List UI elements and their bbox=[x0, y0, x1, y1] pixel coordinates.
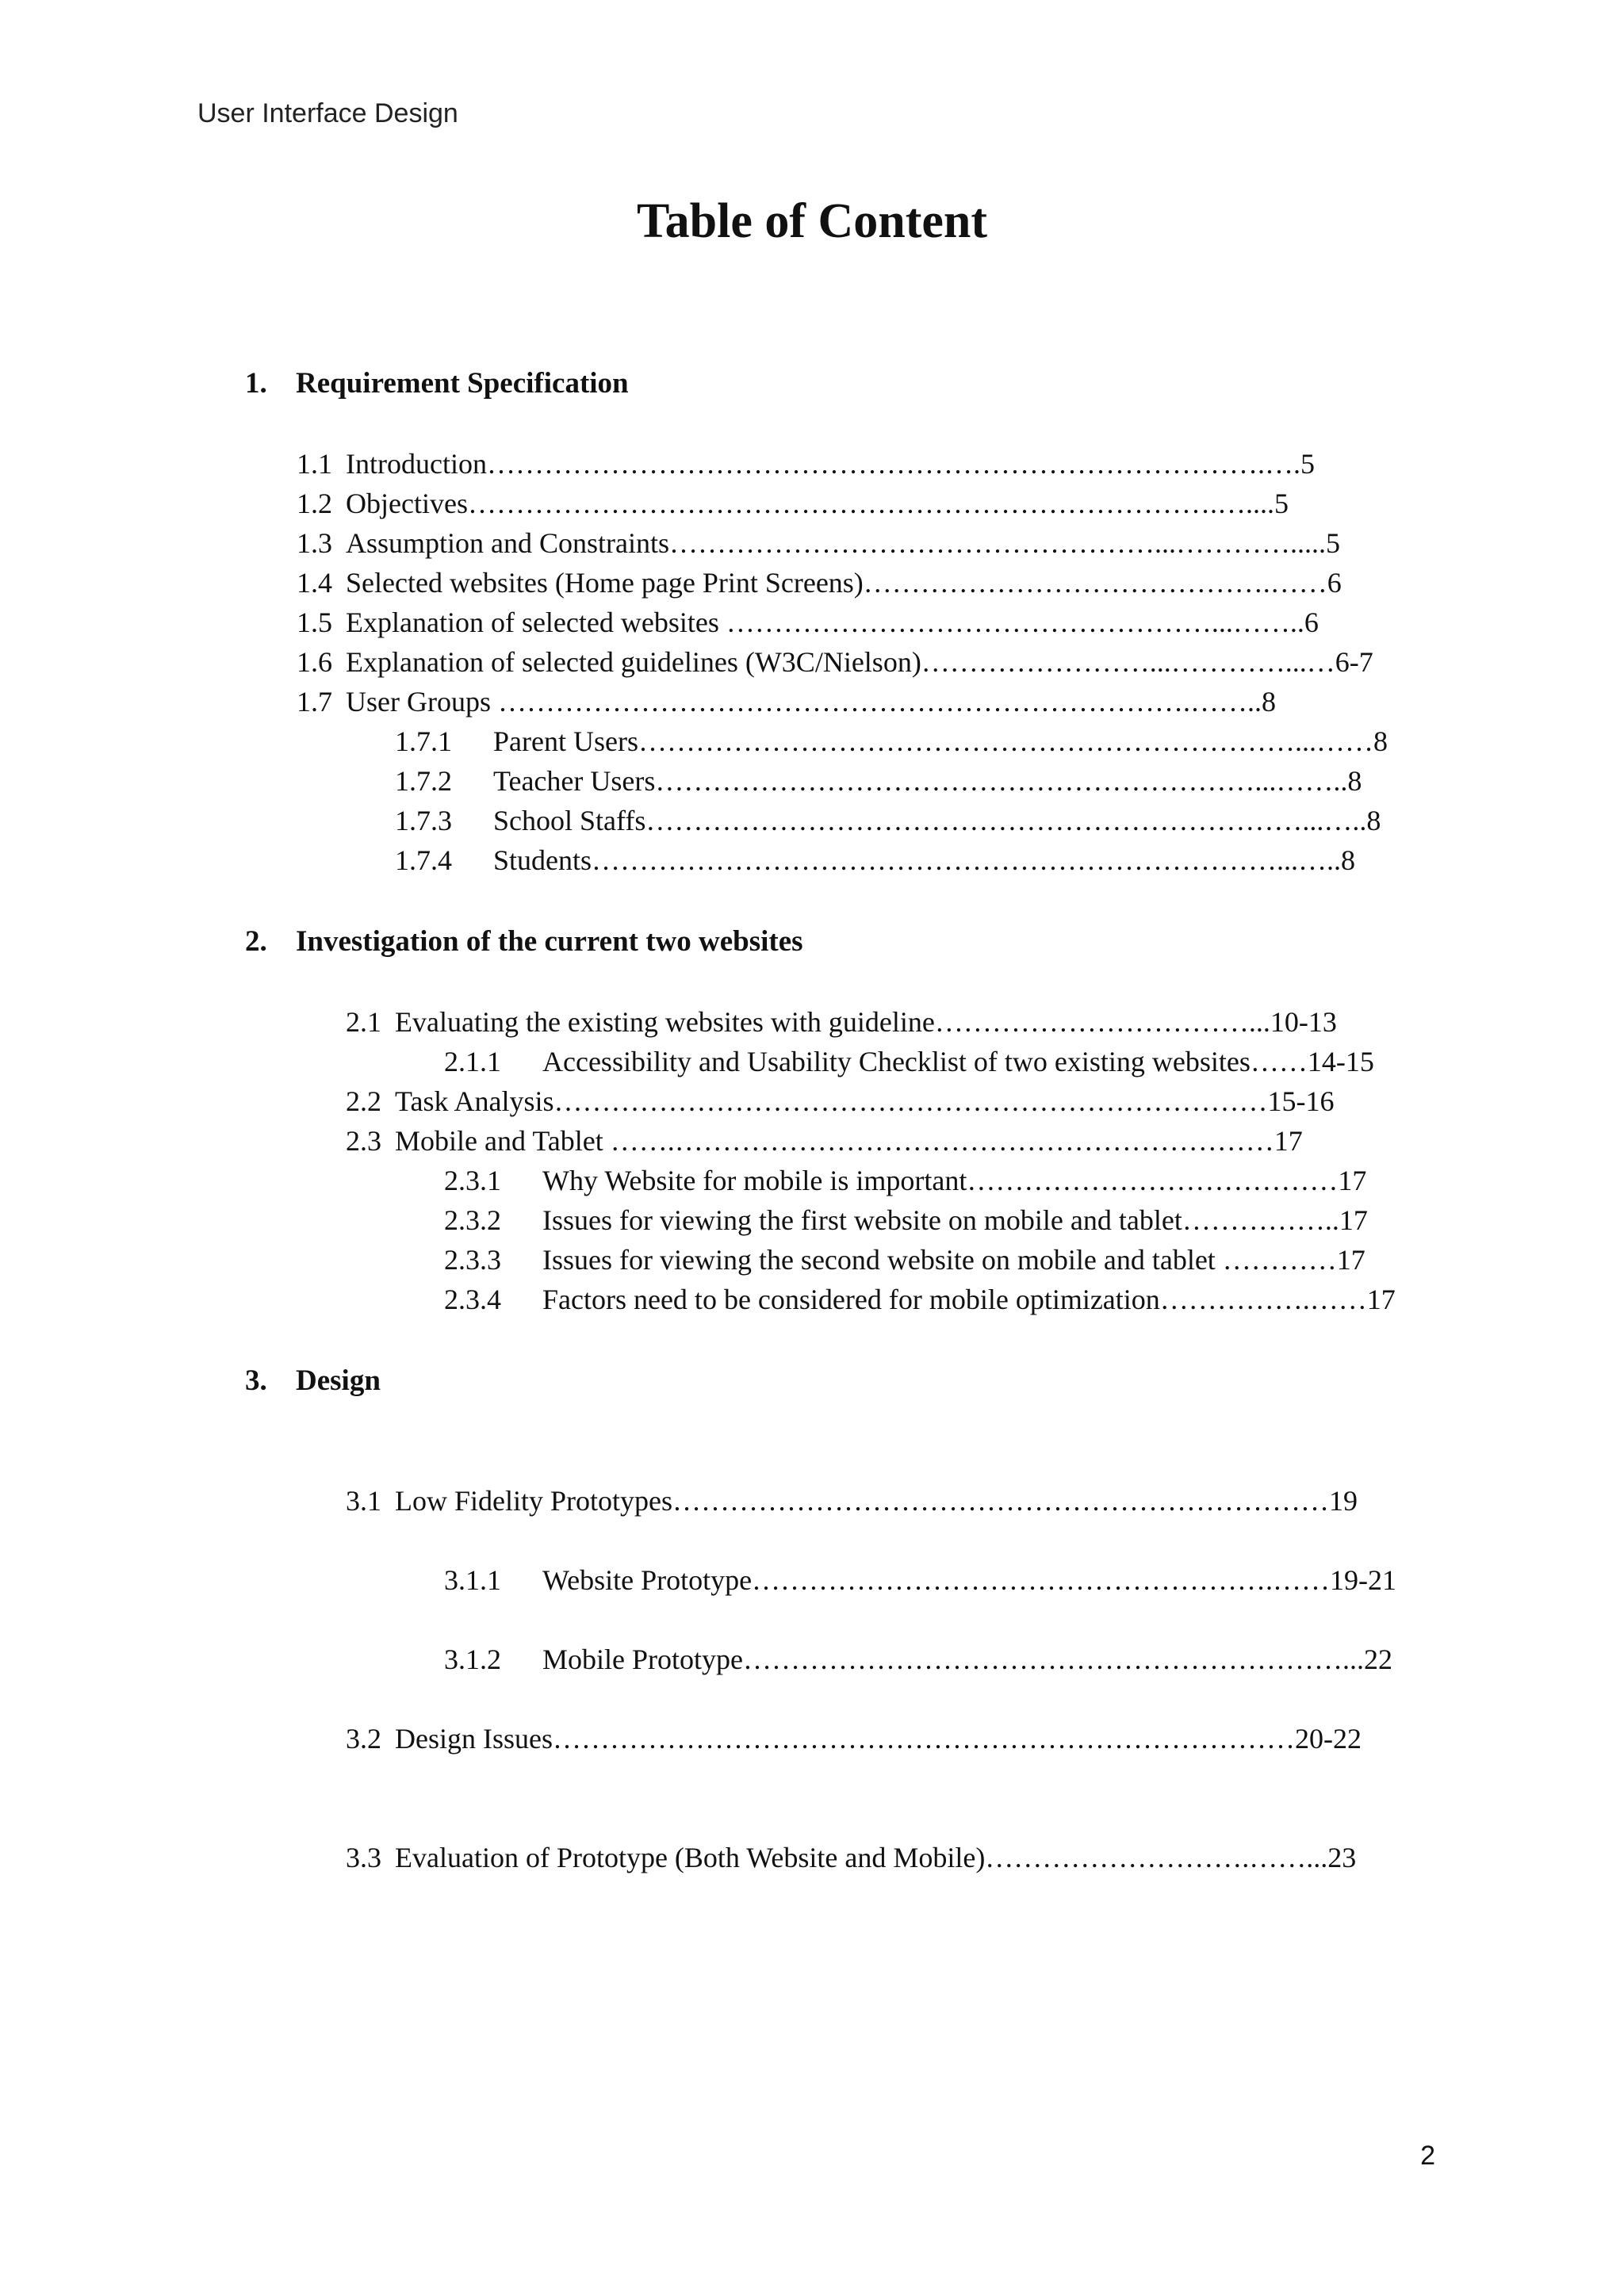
entry-number: 3.1.2 bbox=[444, 1644, 501, 1675]
entry-text: Mobile Prototype………………………………………………………...22 bbox=[542, 1644, 1392, 1675]
entry-text: Selected websites (Home page Print Screens)…………………………………….……6 bbox=[346, 567, 1342, 599]
toc-entry-3-1[interactable] bbox=[346, 1484, 1358, 1517]
toc-entry-3-3[interactable] bbox=[346, 1841, 1356, 1874]
entry-text: User Groups ……………………………………………………………….……..8 bbox=[346, 686, 1276, 718]
toc-entry-1-6[interactable] bbox=[297, 645, 1373, 679]
entry-number: 2.3.3 bbox=[444, 1244, 501, 1276]
entry-number: 2.3 bbox=[346, 1125, 381, 1157]
entry-number: 1.7 bbox=[297, 686, 332, 718]
entry-text: Factors need to be considered for mobile optimization…………….……17 bbox=[542, 1284, 1396, 1315]
entry-number: 1.5 bbox=[297, 607, 332, 638]
toc-entry-2-1-1[interactable] bbox=[444, 1045, 1374, 1078]
entry-text: Low Fidelity Prototypes……………………………………………………………19 bbox=[395, 1485, 1358, 1517]
toc-entry-1-1[interactable] bbox=[297, 447, 1315, 480]
entry-number: 3.1.1 bbox=[444, 1564, 501, 1596]
toc-entry-2-1[interactable] bbox=[346, 1005, 1337, 1039]
entry-number: 2.3.4 bbox=[444, 1284, 501, 1315]
section-number: 2. bbox=[245, 925, 267, 958]
toc-entry-2-3[interactable] bbox=[346, 1124, 1303, 1158]
entry-text: Teacher Users………………………………………………………...……..8 bbox=[493, 765, 1362, 797]
entry-text: Explanation of selected websites ……………………………………………...……..6 bbox=[346, 607, 1319, 638]
toc-entry-3-2[interactable] bbox=[346, 1722, 1362, 1755]
entry-text: Mobile and Tablet …….………………………………………………………17 bbox=[395, 1125, 1303, 1157]
entry-text: Why Website for mobile is important…………………………………17 bbox=[542, 1165, 1367, 1196]
entry-text: Issues for viewing the second website on mobile and tablet …………17 bbox=[542, 1244, 1365, 1276]
toc-entry-2-2[interactable] bbox=[346, 1085, 1334, 1118]
toc-entry-1-7-2[interactable] bbox=[395, 764, 1362, 798]
entry-number: 1.6 bbox=[297, 646, 332, 678]
entry-number: 2.3.2 bbox=[444, 1204, 501, 1236]
section-title: Requirement Specification bbox=[296, 367, 629, 400]
entry-text: Evaluating the existing websites with guideline……………………………...10-13 bbox=[395, 1006, 1337, 1038]
toc-entry-1-2[interactable] bbox=[297, 487, 1289, 520]
toc-entry-2-3-2[interactable] bbox=[444, 1203, 1368, 1237]
entry-number: 1.7.4 bbox=[395, 844, 452, 876]
entry-text: Accessibility and Usability Checklist of two existing websites……14-15 bbox=[542, 1046, 1374, 1077]
entry-number: 1.7.2 bbox=[395, 765, 452, 797]
section-heading-1 bbox=[245, 366, 629, 400]
entry-text: Introduction……………………………………………………………………….….5 bbox=[346, 448, 1315, 480]
entry-text: Students………………………………………………………………...…..8 bbox=[493, 844, 1356, 876]
section-number: 1. bbox=[245, 367, 267, 400]
entry-number: 3.2 bbox=[346, 1723, 381, 1755]
entry-text: Design Issues……………………………………………………………………20-22 bbox=[395, 1723, 1362, 1755]
section-number: 3. bbox=[245, 1364, 267, 1397]
entry-number: 2.2 bbox=[346, 1085, 381, 1117]
entry-text: Parent Users……………………………………………………………...……8 bbox=[493, 725, 1388, 757]
entry-number: 1.4 bbox=[297, 567, 332, 599]
toc-entry-2-3-3[interactable] bbox=[444, 1243, 1365, 1276]
toc-entry-3-1-1[interactable] bbox=[444, 1563, 1396, 1597]
entry-text: Explanation of selected guidelines (W3C/Nielson)……………………...…………...…6-7 bbox=[346, 646, 1373, 678]
entry-number: 1.7.3 bbox=[395, 805, 452, 836]
entry-number: 1.1 bbox=[297, 448, 332, 480]
entry-number: 1.7.1 bbox=[395, 725, 452, 757]
entry-text: Issues for viewing the first website on mobile and tablet……………..17 bbox=[542, 1204, 1368, 1236]
entry-text: Objectives…………………………………………………………………….…....5 bbox=[346, 488, 1289, 519]
entry-number: 3.1 bbox=[346, 1485, 381, 1517]
toc-entry-3-1-2[interactable] bbox=[444, 1643, 1392, 1676]
page-title: Table of Content bbox=[636, 194, 988, 248]
running-header: User Interface Design bbox=[197, 98, 458, 128]
entry-number: 2.1.1 bbox=[444, 1046, 501, 1077]
section-title: Investigation of the current two websites bbox=[296, 925, 803, 958]
entry-number: 2.1 bbox=[346, 1006, 381, 1038]
entry-number: 2.3.1 bbox=[444, 1165, 501, 1196]
page-number: 2 bbox=[1420, 2141, 1435, 2171]
toc-entry-1-4[interactable] bbox=[297, 566, 1342, 599]
entry-text: School Staffs……………………………………………………………...…..8 bbox=[493, 805, 1381, 836]
toc-entry-1-3[interactable] bbox=[297, 526, 1340, 560]
toc-entry-2-3-4[interactable] bbox=[444, 1283, 1396, 1316]
entry-number: 3.3 bbox=[346, 1842, 381, 1873]
section-heading-3 bbox=[245, 1364, 381, 1398]
section-title: Design bbox=[296, 1364, 381, 1397]
toc-entry-1-7-3[interactable] bbox=[395, 804, 1381, 837]
toc-entry-1-7-1[interactable] bbox=[395, 725, 1388, 758]
section-heading-2 bbox=[245, 924, 803, 959]
entry-number: 1.3 bbox=[297, 527, 332, 559]
toc-entry-1-7-4[interactable] bbox=[395, 844, 1355, 877]
toc-entry-2-3-1[interactable] bbox=[444, 1164, 1366, 1197]
entry-text: Evaluation of Prototype (Both Website and Mobile)……………………….……...23 bbox=[395, 1842, 1357, 1873]
entry-number: 1.2 bbox=[297, 488, 332, 519]
entry-text: Website Prototype……………………………………………….……19-21 bbox=[542, 1564, 1397, 1596]
entry-text: Assumption and Constraints……………………………………………...………….....5 bbox=[346, 527, 1341, 559]
toc-entry-1-5[interactable] bbox=[297, 606, 1319, 639]
toc-entry-1-7[interactable] bbox=[297, 685, 1276, 718]
entry-text: Task Analysis…………………………………………………………………15-16 bbox=[395, 1085, 1335, 1117]
